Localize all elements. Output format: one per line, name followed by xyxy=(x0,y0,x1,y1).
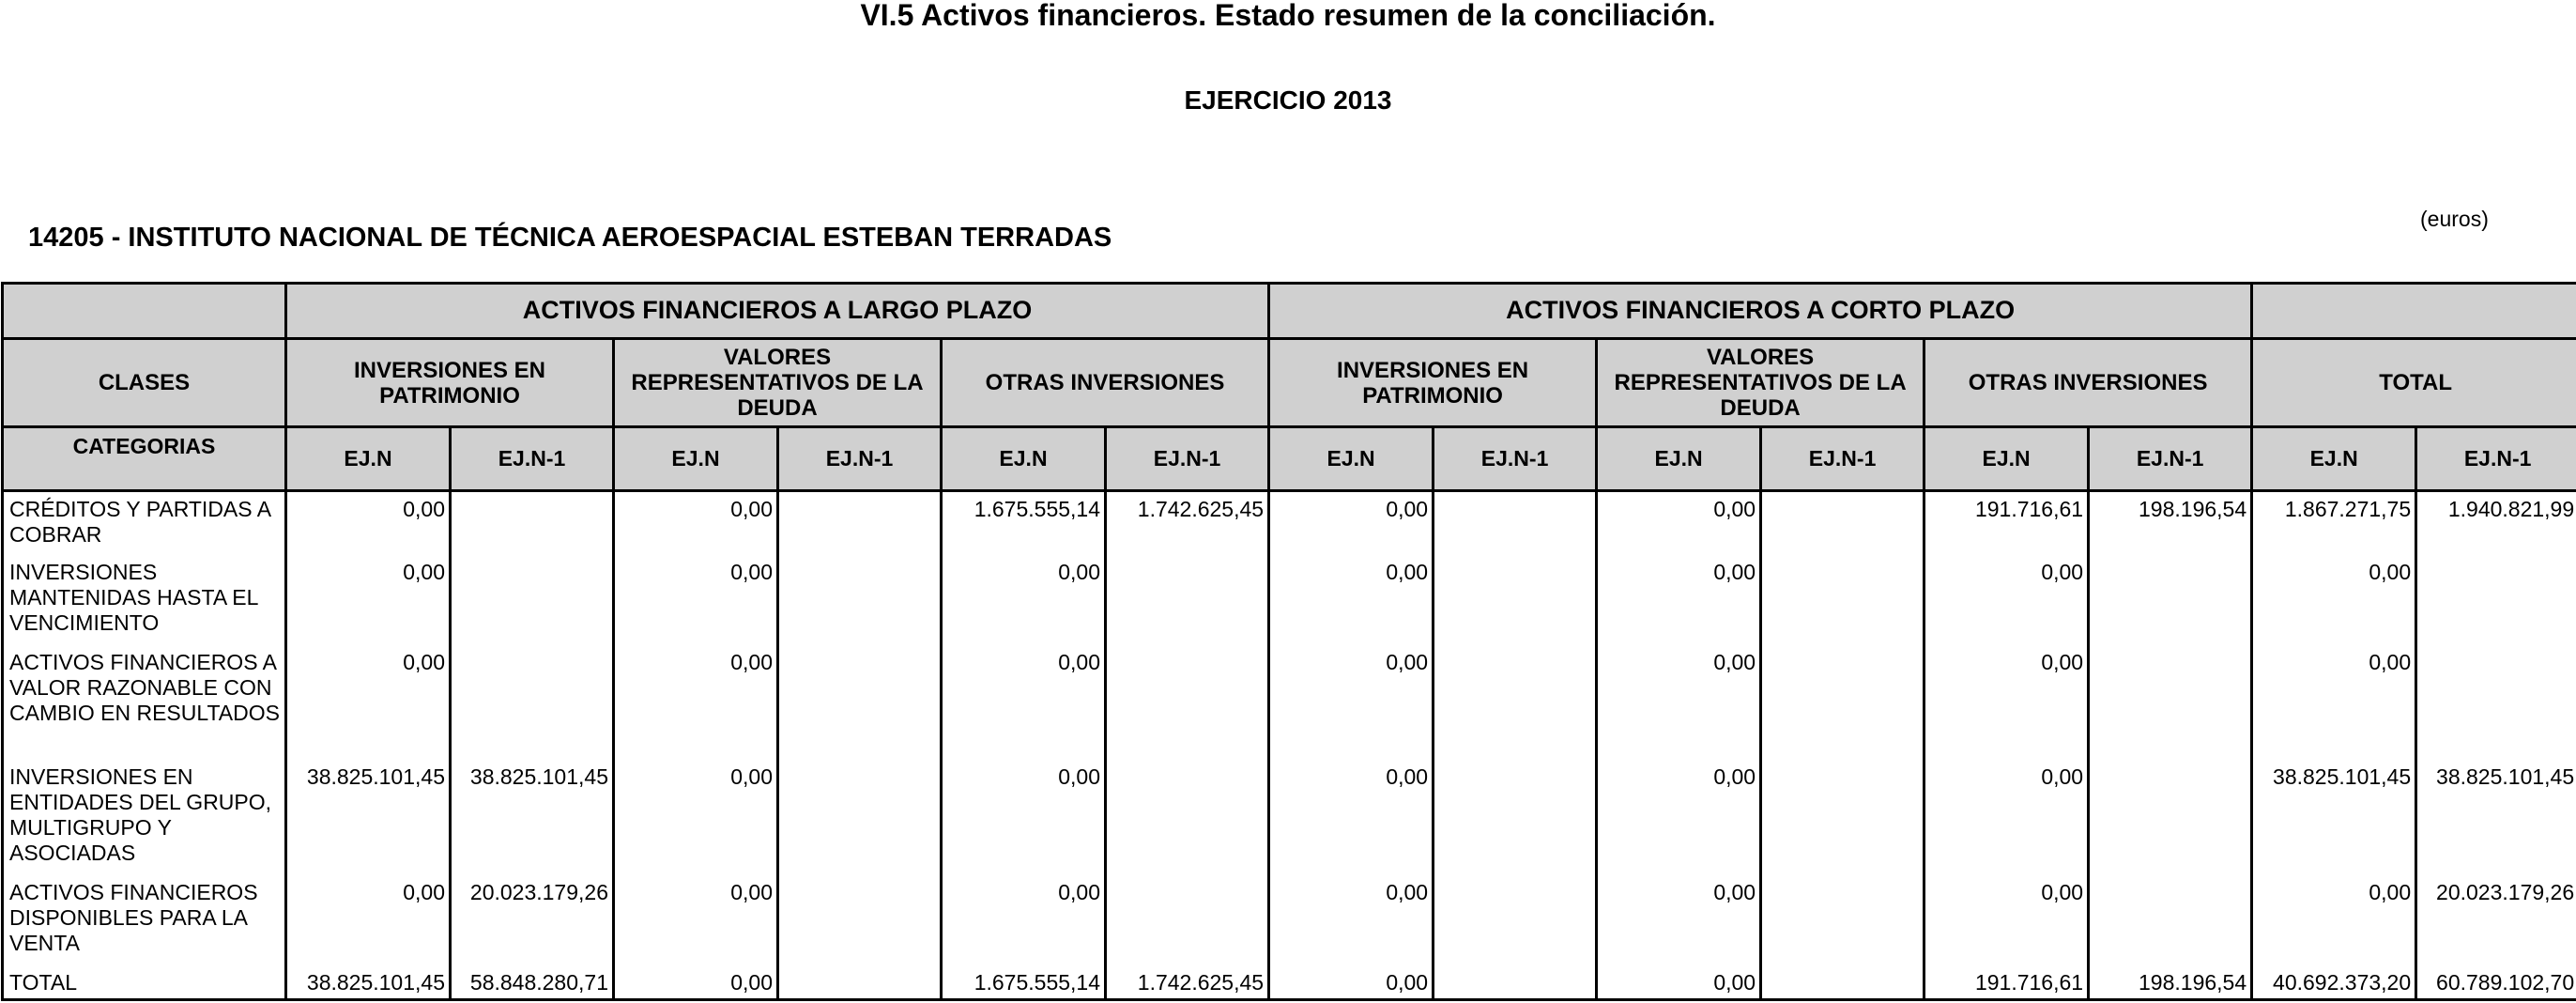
value-cell: 0,00 xyxy=(2252,875,2416,965)
value-cell: 20.023.179,26 xyxy=(2416,875,2576,965)
value-cell xyxy=(1106,555,1269,645)
value-cell: 0,00 xyxy=(942,555,1106,645)
total-row xyxy=(3,965,2576,1000)
value-cell xyxy=(778,555,942,645)
value-cell: 0,00 xyxy=(286,875,451,965)
value-cell: 0,00 xyxy=(1597,491,1761,555)
value-cell: 0,00 xyxy=(1924,555,2089,645)
class-header-row xyxy=(3,338,2576,426)
report-title: VI.5 Activos financieros. Estado resumen de la conciliación. xyxy=(860,0,1716,32)
value-cell xyxy=(1761,555,1924,645)
value-cell: 0,00 xyxy=(1924,875,2089,965)
table-row xyxy=(3,645,2576,761)
table-row xyxy=(3,491,2576,555)
value-cell xyxy=(2416,645,2576,761)
value-cell: 0,00 xyxy=(2252,645,2416,761)
value-cell: 0,00 xyxy=(1269,875,1434,965)
year-header-cell: EJ.N-1 xyxy=(2416,427,2576,491)
conciliation-table xyxy=(1,282,2576,1001)
value-cell xyxy=(1434,965,1597,1000)
value-cell: 0,00 xyxy=(1597,965,1761,1000)
cp-otras-inversiones-header: OTRAS INVERSIONES xyxy=(1924,338,2252,426)
value-cell xyxy=(1761,491,1924,555)
value-cell xyxy=(1434,555,1597,645)
value-cell xyxy=(2089,555,2252,645)
row-category-label: ACTIVOS FINANCIEROS A VALOR RAZONABLE CON CAMBIO EN RESULTADOS xyxy=(3,645,286,761)
year-header-cell: EJ.N-1 xyxy=(451,427,614,491)
value-cell: 0,00 xyxy=(286,491,451,555)
total-group-header xyxy=(2252,284,2576,339)
value-cell: 191.716,61 xyxy=(1924,965,2089,1000)
value-cell xyxy=(1434,491,1597,555)
clases-header: CLASES xyxy=(3,338,286,426)
row-category-label: INVERSIONES MANTENIDAS HASTA EL VENCIMIENTO xyxy=(3,555,286,645)
value-cell xyxy=(778,965,942,1000)
value-cell: 0,00 xyxy=(1269,760,1434,875)
value-cell: 0,00 xyxy=(1924,645,2089,761)
year-header-cell: EJ.N-1 xyxy=(1106,427,1269,491)
year-header-cell: EJ.N xyxy=(1269,427,1434,491)
table-row xyxy=(3,555,2576,645)
value-cell xyxy=(778,645,942,761)
year-header-cell: EJ.N xyxy=(1597,427,1761,491)
value-cell xyxy=(1761,760,1924,875)
total-class-header: TOTAL xyxy=(2252,338,2576,426)
value-cell xyxy=(1106,645,1269,761)
lp-inversiones-patrimonio-header: INVERSIONES EN PATRIMONIO xyxy=(286,338,614,426)
value-cell: 0,00 xyxy=(1597,875,1761,965)
value-cell: 1.940.821,99 xyxy=(2416,491,2576,555)
short-term-group-header: ACTIVOS FINANCIEROS A CORTO PLAZO xyxy=(1269,284,2252,339)
cp-valores-deuda-header: VALORES REPRESENTATIVOS DE LA DEUDA xyxy=(1597,338,1924,426)
lp-valores-deuda-header: VALORES REPRESENTATIVOS DE LA DEUDA xyxy=(614,338,942,426)
value-cell: 0,00 xyxy=(942,760,1106,875)
entity-name: 14205 - INSTITUTO NACIONAL DE TÉCNICA AEROESPACIAL ESTEBAN TERRADAS xyxy=(28,223,1112,253)
value-cell: 0,00 xyxy=(1924,760,2089,875)
value-cell: 0,00 xyxy=(614,760,778,875)
year-header-cell: EJ.N-1 xyxy=(2089,427,2252,491)
value-cell: 0,00 xyxy=(614,875,778,965)
year-header-cell: EJ.N xyxy=(942,427,1106,491)
row-category-label: CRÉDITOS Y PARTIDAS A COBRAR xyxy=(3,491,286,555)
value-cell: 38.825.101,45 xyxy=(286,965,451,1000)
row-category-label: ACTIVOS FINANCIEROS DISPONIBLES PARA LA VENTA xyxy=(3,875,286,965)
value-cell xyxy=(2089,645,2252,761)
value-cell xyxy=(1761,875,1924,965)
year-header-cell: EJ.N-1 xyxy=(1434,427,1597,491)
value-cell xyxy=(451,491,614,555)
value-cell: 198.196,54 xyxy=(2089,965,2252,1000)
value-cell: 0,00 xyxy=(1269,645,1434,761)
year-header-cell: EJ.N xyxy=(614,427,778,491)
currency-unit-label: (euros) xyxy=(2420,207,2489,231)
value-cell: 0,00 xyxy=(1597,645,1761,761)
value-cell: 0,00 xyxy=(614,491,778,555)
value-cell: 40.692.373,20 xyxy=(2252,965,2416,1000)
value-cell: 60.789.102,70 xyxy=(2416,965,2576,1000)
value-cell: 0,00 xyxy=(1269,491,1434,555)
year-header-cell: EJ.N xyxy=(286,427,451,491)
value-cell xyxy=(2416,555,2576,645)
value-cell: 38.825.101,45 xyxy=(2252,760,2416,875)
fiscal-year-heading: EJERCICIO 2013 xyxy=(1184,85,1392,115)
value-cell: 0,00 xyxy=(1597,555,1761,645)
value-cell: 38.825.101,45 xyxy=(451,760,614,875)
value-cell: 58.848.280,71 xyxy=(451,965,614,1000)
value-cell: 1.742.625,45 xyxy=(1106,491,1269,555)
value-cell xyxy=(1761,645,1924,761)
value-cell: 1.675.555,14 xyxy=(942,491,1106,555)
year-header-cell: EJ.N xyxy=(2252,427,2416,491)
value-cell xyxy=(778,875,942,965)
value-cell: 0,00 xyxy=(286,555,451,645)
categorias-header: CATEGORIAS xyxy=(3,427,286,491)
value-cell: 1.675.555,14 xyxy=(942,965,1106,1000)
value-cell xyxy=(1106,760,1269,875)
value-cell xyxy=(778,760,942,875)
value-cell: 20.023.179,26 xyxy=(451,875,614,965)
value-cell xyxy=(2089,760,2252,875)
value-cell: 0,00 xyxy=(1269,965,1434,1000)
value-cell: 0,00 xyxy=(942,875,1106,965)
row-category-label: TOTAL xyxy=(3,965,286,1000)
value-cell xyxy=(1434,645,1597,761)
table-row xyxy=(3,875,2576,965)
value-cell: 0,00 xyxy=(286,645,451,761)
value-cell: 0,00 xyxy=(2252,555,2416,645)
value-cell: 191.716,61 xyxy=(1924,491,2089,555)
value-cell xyxy=(1434,875,1597,965)
value-cell: 0,00 xyxy=(942,645,1106,761)
table-row xyxy=(3,760,2576,875)
value-cell: 198.196,54 xyxy=(2089,491,2252,555)
value-cell: 1.867.271,75 xyxy=(2252,491,2416,555)
long-term-group-header: ACTIVOS FINANCIEROS A LARGO PLAZO xyxy=(286,284,1269,339)
value-cell: 0,00 xyxy=(1269,555,1434,645)
value-cell: 0,00 xyxy=(614,555,778,645)
value-cell: 0,00 xyxy=(1597,760,1761,875)
value-cell xyxy=(1761,965,1924,1000)
group-header-row xyxy=(3,284,2576,339)
value-cell xyxy=(451,555,614,645)
year-header-cell: EJ.N-1 xyxy=(1761,427,1924,491)
value-cell xyxy=(2089,875,2252,965)
value-cell: 1.742.625,45 xyxy=(1106,965,1269,1000)
value-cell: 0,00 xyxy=(614,645,778,761)
value-cell xyxy=(1106,875,1269,965)
corner-header-cell xyxy=(3,284,286,339)
value-cell: 38.825.101,45 xyxy=(286,760,451,875)
value-cell: 0,00 xyxy=(614,965,778,1000)
row-category-label: INVERSIONES EN ENTIDADES DEL GRUPO, MULTIGRUPO Y ASOCIADAS xyxy=(3,760,286,875)
year-header-cell: EJ.N-1 xyxy=(778,427,942,491)
cp-inversiones-patrimonio-header: INVERSIONES EN PATRIMONIO xyxy=(1269,338,1597,426)
value-cell: 38.825.101,45 xyxy=(2416,760,2576,875)
value-cell xyxy=(1434,760,1597,875)
lp-otras-inversiones-header: OTRAS INVERSIONES xyxy=(942,338,1269,426)
year-header-row xyxy=(3,427,2576,491)
value-cell xyxy=(451,645,614,761)
year-header-cell: EJ.N xyxy=(1924,427,2089,491)
value-cell xyxy=(778,491,942,555)
